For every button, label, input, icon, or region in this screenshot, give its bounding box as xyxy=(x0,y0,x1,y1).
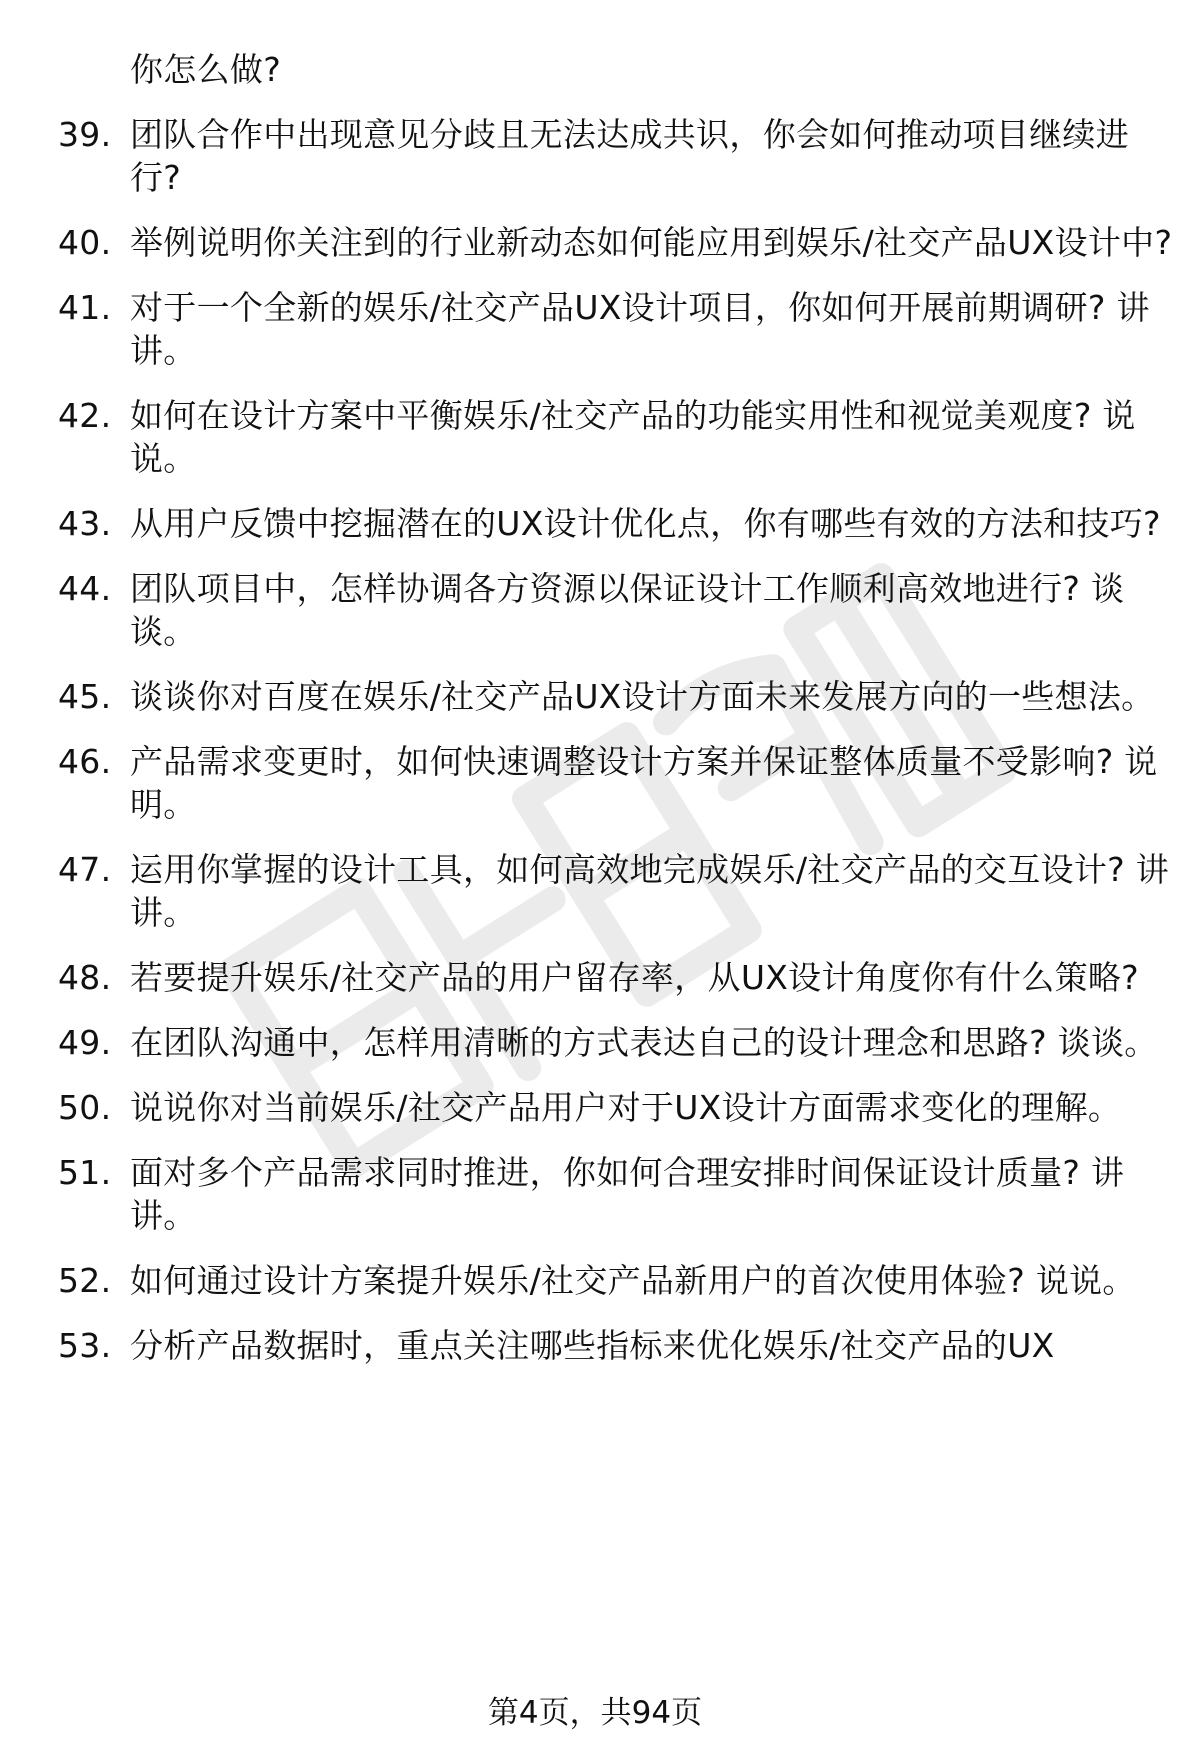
item-number: 40. xyxy=(58,223,112,262)
item-text: 举例说明你关注到的行业新动态如何能应用到娱乐/社交产品UX设计中? xyxy=(130,223,1173,262)
item-text: 运用你掌握的设计工具，如何高效地完成娱乐/社交产品的交互设计? 讲讲。 xyxy=(130,850,1170,932)
item-text: 对于一个全新的娱乐/社交产品UX设计项目，你如何开展前期调研? 讲讲。 xyxy=(130,288,1150,370)
item-text: 说说你对当前娱乐/社交产品用户对于UX设计方面需求变化的理解。 xyxy=(130,1088,1122,1127)
item-number: 42. xyxy=(58,396,112,435)
item-text: 团队项目中，怎样协调各方资源以保证设计工作顺利高效地进行? 谈谈。 xyxy=(130,569,1125,651)
item-number: 45. xyxy=(58,677,112,716)
list-item xyxy=(58,1151,1158,1237)
item-number: 48. xyxy=(58,958,112,997)
item-text: 如何在设计方案中平衡娱乐/社交产品的功能实用性和视觉美观度? 说说。 xyxy=(130,396,1136,478)
item-text: 谈谈你对百度在娱乐/社交产品UX设计方面未来发展方向的一些想法。 xyxy=(130,677,1155,716)
item-text: 分析产品数据时，重点关注哪些指标来优化娱乐/社交产品的UX xyxy=(130,1326,1055,1365)
list-item xyxy=(58,221,1173,264)
list-item xyxy=(58,675,1158,718)
list-item xyxy=(58,286,1158,372)
item-number: 41. xyxy=(58,288,112,327)
list-item xyxy=(58,1086,1158,1129)
list-item xyxy=(58,1324,1158,1367)
item-number: 46. xyxy=(58,742,112,781)
list-item xyxy=(58,394,1158,480)
item-number: 52. xyxy=(58,1261,112,1300)
question-list xyxy=(58,48,1173,1389)
item-text: 在团队沟通中，怎样用清晰的方式表达自己的设计理念和思路? 谈谈。 xyxy=(130,1023,1158,1062)
item-number: 53. xyxy=(58,1326,112,1365)
item-number: 47. xyxy=(58,850,112,889)
list-item xyxy=(58,502,1161,545)
list-item xyxy=(58,48,1158,91)
item-number: 43. xyxy=(58,504,112,543)
list-item xyxy=(58,848,1170,934)
list-item xyxy=(58,956,1158,999)
list-item xyxy=(58,740,1158,826)
list-item xyxy=(58,1021,1158,1064)
item-text: 产品需求变更时，如何快速调整设计方案并保证整体质量不受影响? 说明。 xyxy=(130,742,1158,824)
item-number: 49. xyxy=(58,1023,112,1062)
list-item xyxy=(58,567,1158,653)
item-number: 51. xyxy=(58,1153,112,1192)
item-number: 39. xyxy=(58,115,112,154)
list-item xyxy=(58,113,1158,199)
item-text: 若要提升娱乐/社交产品的用户留存率，从UX设计角度你有什么策略? xyxy=(130,958,1139,997)
item-text: 你怎么做? xyxy=(130,50,282,89)
item-text: 团队合作中出现意见分歧且无法达成共识，你会如何推动项目继续进行? xyxy=(130,115,1129,197)
page-footer: 第4页，共94页 xyxy=(487,1695,703,1731)
item-text: 从用户反馈中挖掘潜在的UX设计优化点，你有哪些有效的方法和技巧? xyxy=(130,504,1161,543)
item-text: 如何通过设计方案提升娱乐/社交产品新用户的首次使用体验? 说说。 xyxy=(130,1261,1136,1300)
item-number: 44. xyxy=(58,569,112,608)
list-item xyxy=(58,1259,1158,1302)
item-number: 50. xyxy=(58,1088,112,1127)
item-text: 面对多个产品需求同时推进，你如何合理安排时间保证设计质量? 讲讲。 xyxy=(130,1153,1125,1235)
